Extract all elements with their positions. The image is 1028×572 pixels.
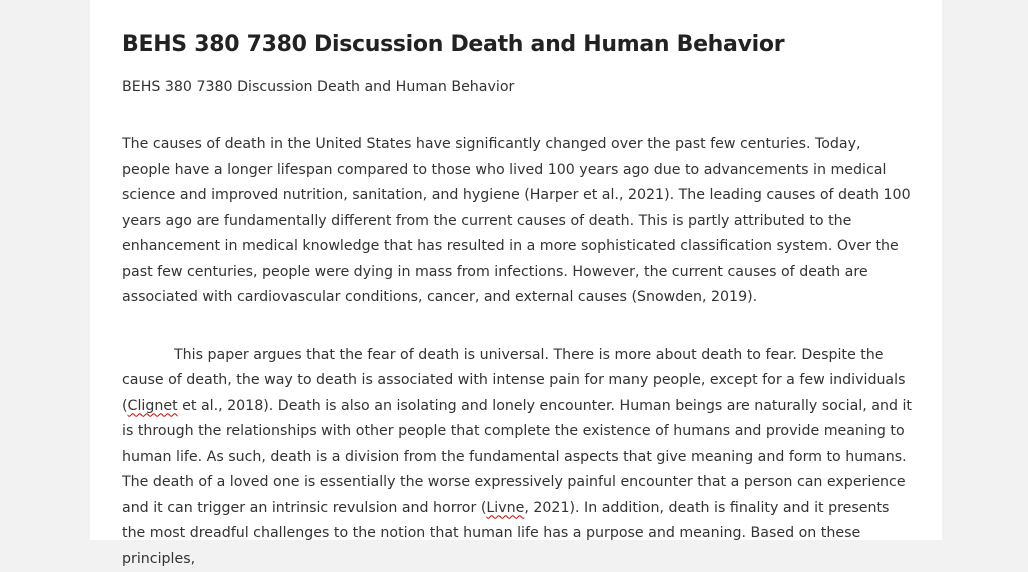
- page-title: BEHS 380 7380 Discussion Death and Human Behavior: [122, 30, 912, 60]
- spellcheck-flagged-word: Livne: [486, 500, 524, 516]
- article-page: [90, 0, 942, 540]
- article-subtitle: BEHS 380 7380 Discussion Death and Human Behavior: [122, 76, 912, 98]
- spellcheck-flagged-word: Clignet: [128, 398, 178, 414]
- article-content: [122, 30, 912, 572]
- paragraph-text: et al., 2018). Death is also an isolating and lonely encounter. Human beings are naturally social, and it is through the relationships with other people that complete the existence of humans and provide meaning to human life. As such, death is a division from the fundamental aspects that give meaning and form to humans. The death of a loved one is essentially the worse expressively painful encounter that a person can experience and it can trigger an intrinsic revulsion and horror (: [122, 398, 912, 516]
- paragraph-causes-of-death: The causes of death in the United States have significantly changed over the past few centuries. Today, people have a longer lifespan compared to those who lived 100 years ago due to advancements in medical science and improved nutrition, sanitation, and hygiene (Harper et al., 2021). The leading causes of death 100 years ago are fundamentally different from the current causes of death. This is partly attributed to the enhancement in medical knowledge that has resulted in a more sophisticated classification system. Over the past few centuries, people were dying in mass from infections. However, the current causes of death are associated with cardiovascular conditions, cancer, and external causes (Snowden, 2019).: [122, 132, 912, 311]
- paragraph-text: This paper argues that the fear of death is universal. There is more about death to fear. Despite the cause of death, the way to death is associated with intense pain for many people, except for a few individuals (: [122, 347, 905, 414]
- paragraph-text: , 2021). In addition, death is finality and it presents the most dreadful challenges to the notion that human life has a purpose and meaning. Based on these principles,: [122, 500, 889, 567]
- paragraph-fear-of-death: [122, 343, 912, 572]
